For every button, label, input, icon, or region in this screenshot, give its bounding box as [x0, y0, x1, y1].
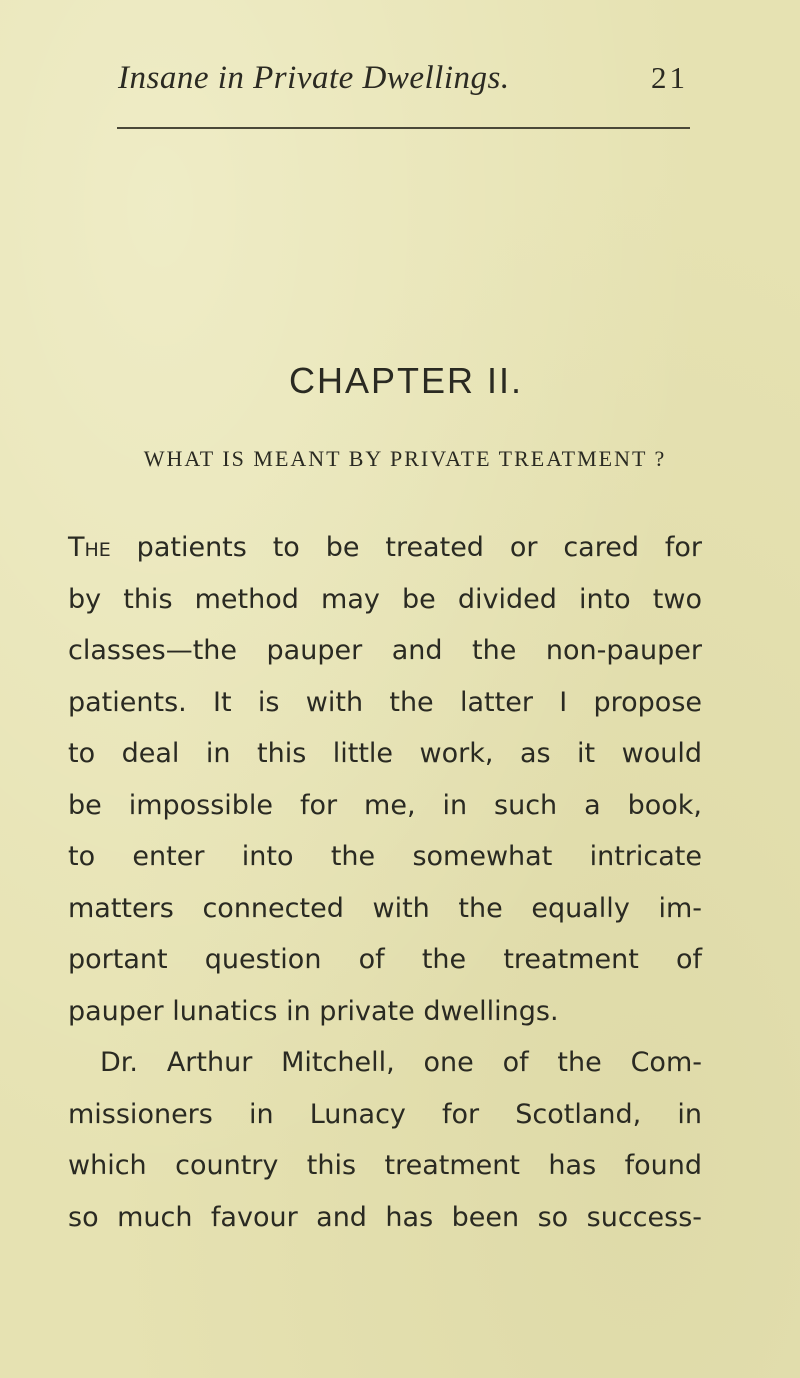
text-line: portant question of the treatment of	[68, 944, 702, 975]
text-line: which country this treatment has found	[68, 1150, 702, 1181]
chapter-title: CHAPTER II.	[288, 360, 524, 401]
opening-word: The	[68, 532, 111, 563]
body-text	[68, 522, 702, 1243]
text-line: classes—the pauper and the non-pauper	[68, 635, 702, 666]
running-title: Insane in Private Dwellings.	[118, 60, 510, 96]
text-line: Dr. Arthur Mitchell, one of the Com-	[100, 1047, 702, 1078]
text-line-content: patients to be treated or cared for	[110, 532, 702, 563]
text-line	[68, 522, 702, 574]
text-line: by this method may be divided into two	[68, 583, 702, 615]
chapter-subtitle: WHAT IS MEANT BY PRIVATE TREATMENT ?	[143, 446, 667, 471]
page-number: 21	[651, 60, 688, 95]
text-line: missioners in Lunacy for Scotland, in	[68, 1098, 702, 1130]
text-line: so much favour and has been so success-	[68, 1201, 702, 1233]
text-line: to deal in this little work, as it would	[68, 738, 702, 769]
header-rule	[117, 127, 690, 129]
running-header	[118, 60, 688, 110]
text-line: to enter into the somewhat intricate	[68, 841, 702, 872]
text-line: matters connected with the equally im-	[68, 892, 702, 924]
text-line: be impossible for me, in such a book,	[68, 789, 702, 821]
text-line: pauper lunatics in private dwellings.	[68, 995, 559, 1027]
text-line: patients. It is with the latter I propose	[68, 686, 702, 718]
